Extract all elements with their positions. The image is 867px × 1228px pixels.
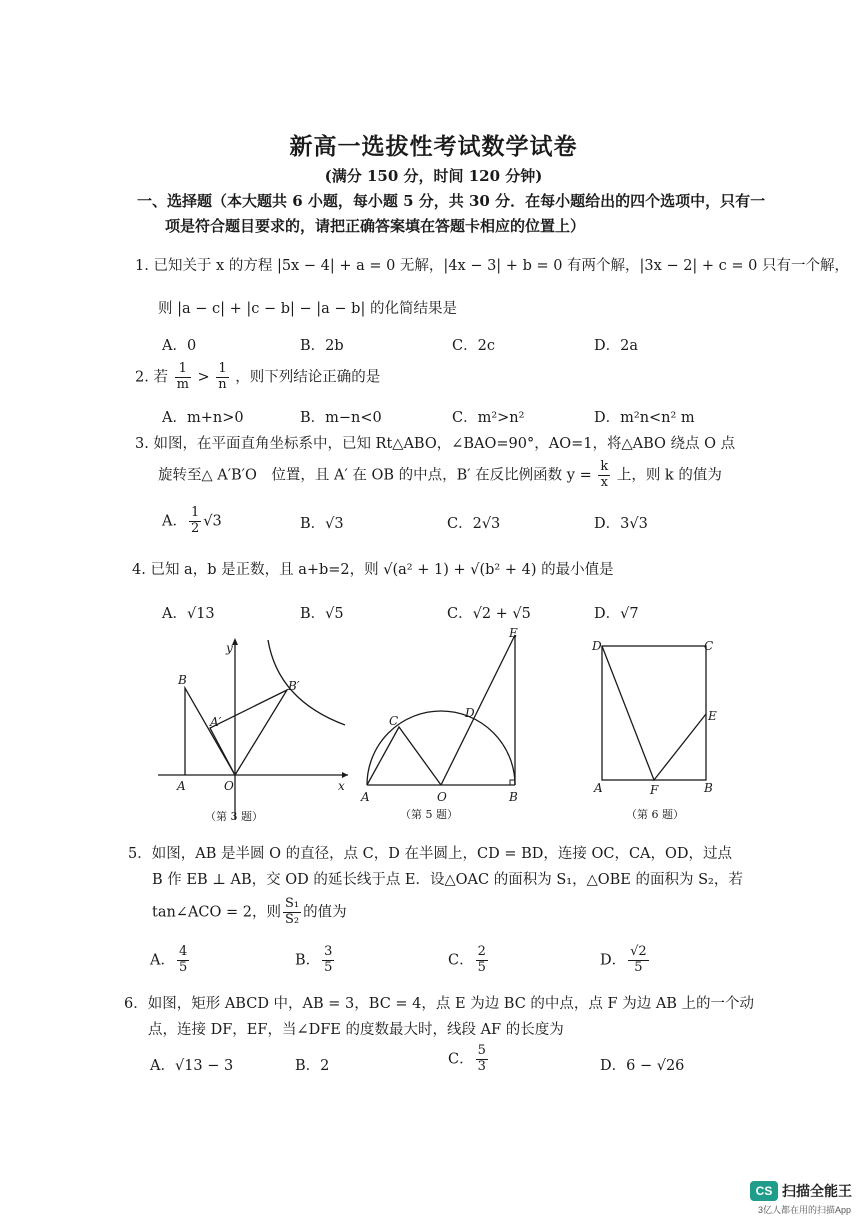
q5-option-b: B． $\frac{3}{5}$ <box>295 944 333 975</box>
q1-line1: 1. 已知关于 x 的方程 |5x − 4| + a = 0 无解，|4x − 3| + b = 0 有两个解，|3x − 2| + c = 0 只有一个解， <box>135 258 850 274</box>
q6-option-a: A．√13 − 3 <box>150 1058 234 1074</box>
fig5-triangle-oac <box>367 727 441 785</box>
fig3-caption: （第 3 题） <box>205 810 263 823</box>
q6-line2: 点，连接 DF，EF，当∠DFE 的度数最大时，线段 AF 的长度为 <box>148 1022 564 1038</box>
q2-option-b: B．m−n<0 <box>300 410 382 426</box>
q3-option-c: C．2√3 <box>447 516 501 532</box>
fig3-label-b: B <box>178 673 187 687</box>
scanner-watermark <box>750 1180 852 1201</box>
exam-subtitle: (满分 150 分，时间 120 分钟) <box>324 167 543 185</box>
scanner-app-name: 扫描全能王 <box>782 1182 852 1199</box>
q3-line1: 3. 如图，在平面直角坐标系中，已知 Rt△ABO，∠BAO=90°，AO=1，将△ABO 绕点 O 点 <box>135 436 736 452</box>
fig5-label-d: D <box>465 706 475 720</box>
q2-gt: > <box>197 369 210 386</box>
q2-option-a: A．m+n>0 <box>162 410 244 426</box>
fig5-label-b: B <box>509 790 518 804</box>
q4-option-c: C．√2 + √5 <box>447 606 531 622</box>
section-header-line1: 一、选择题（本大题共 6 小题，每小题 5 分，共 30 分．在每小题给出的四个选项中，只有一 <box>137 192 766 210</box>
fig5-oe <box>441 635 515 785</box>
q1-option-b: B．2b <box>300 338 344 354</box>
fig3-hyperbola <box>268 640 345 725</box>
q1-option-c: C．2c <box>452 338 495 354</box>
q4-line1: 4. 已知 a，b 是正数，且 a+b=2，则 √(a² + 1) + √(b² + 4) 的最小值是 <box>132 562 614 578</box>
fig3-label-x: x <box>338 779 345 793</box>
figure-5 <box>355 625 530 830</box>
fig6-label-b: B <box>704 781 713 795</box>
q6-option-c: C． $\frac{5}{3}$ <box>448 1043 486 1074</box>
q5-option-c: C． $\frac{2}{5}$ <box>448 944 486 975</box>
fig3-label-a: A <box>177 779 186 793</box>
cs-logo-icon: CS <box>750 1181 778 1201</box>
fig5-label-c: C <box>389 714 399 728</box>
fig6-rectangle <box>602 646 706 780</box>
q6-option-b: B．2 <box>295 1058 330 1074</box>
figure-6 <box>588 632 728 827</box>
q5-line2: B 作 EB ⊥ AB，交 OD 的延长线于点 E．设△OAC 的面积为 S₁，△OBE 的面积为 S₂，若 <box>152 872 743 888</box>
q6-line1: 6．如图，矩形 ABCD 中，AB = 3，BC = 4，点 E 为边 BC 的中点，点 F 为边 AB 上的一个动 <box>124 996 755 1012</box>
fig6-caption: （第 6 题） <box>626 808 684 821</box>
q3-k-over-x: $\frac{k}{x}$ <box>600 459 609 490</box>
q3-line2: 旋转至△ A′B′O 位置，且 A′ 在 OB 的中点，B′ 在反比例函数 y = $\frac{k}{x}$ 上，则 k 的值为 <box>158 459 722 490</box>
q4-option-a: A．√13 <box>162 606 215 622</box>
section-header-line2: 项是符合题目要求的，请把正确答案填在答题卡相应的位置上） <box>165 217 586 235</box>
q1-line2: 则 |a − c| + |c − b| − |a − b| 的化简结果是 <box>158 301 457 317</box>
fig6-label-c: C <box>704 639 714 653</box>
q3-option-a: A． $\frac{1}{2}$ √3 <box>162 505 222 536</box>
fig6-label-a: A <box>594 781 603 795</box>
q2-frac-1: $\frac{1}{m}$ <box>176 361 189 392</box>
fig3-label-bp: B′ <box>288 679 300 693</box>
q2-frac-2: $\frac{1}{n}$ <box>218 361 227 392</box>
scanner-tagline: 3亿人都在用的扫描App <box>758 1205 852 1215</box>
q3-option-d: D．3√3 <box>594 516 648 532</box>
fig5-label-e: E <box>509 626 518 640</box>
fig3-label-o: O <box>224 779 234 793</box>
q2-suffix: ，则下列结论正确的是 <box>235 369 381 386</box>
fig5-label-o: O <box>437 790 447 804</box>
q6-option-d: D．6 − √26 <box>600 1058 685 1074</box>
figure-3 <box>150 630 355 830</box>
q2-option-c: C．m²>n² <box>452 410 525 426</box>
fig3-label-y: y <box>226 641 233 655</box>
fig5-caption: （第 5 题） <box>400 808 458 821</box>
fig6-label-e: E <box>708 709 717 723</box>
q5-option-d: D． $\frac{√2}{5}$ <box>600 944 647 975</box>
fig6-label-f: F <box>650 783 659 797</box>
fig5-label-a: A <box>361 790 370 804</box>
fig6-df-fe <box>602 646 706 780</box>
q4-option-d: D．√7 <box>594 606 639 622</box>
q2-option-d: D．m²n<n² m <box>594 410 695 426</box>
q4-option-b: B．√5 <box>300 606 344 622</box>
q1-option-a: A．0 <box>162 338 197 354</box>
q5-option-a: A． $\frac{4}{5}$ <box>150 944 188 975</box>
fig3-triangle-apbpo <box>210 690 287 775</box>
exam-title: 新高一选拔性考试数学试卷 <box>289 133 578 160</box>
q2-stem <box>135 362 380 393</box>
q5-line3: tan∠ACO = 2，则 $\frac{\text{S₁}}{\text{S₂}}$ 的值为 <box>152 896 347 927</box>
fig6-label-d: D <box>592 639 602 653</box>
q1-option-d: D．2a <box>594 338 638 354</box>
q3-option-b: B．√3 <box>300 516 344 532</box>
q2-prefix: 2. 若 <box>135 369 168 386</box>
q5-line1: 5．如图，AB 是半圆 O 的直径，点 C，D 在半圆上，CD = BD，连接 OC，CA，OD，过点 <box>128 846 733 862</box>
fig3-label-ap: A′ <box>210 715 222 729</box>
